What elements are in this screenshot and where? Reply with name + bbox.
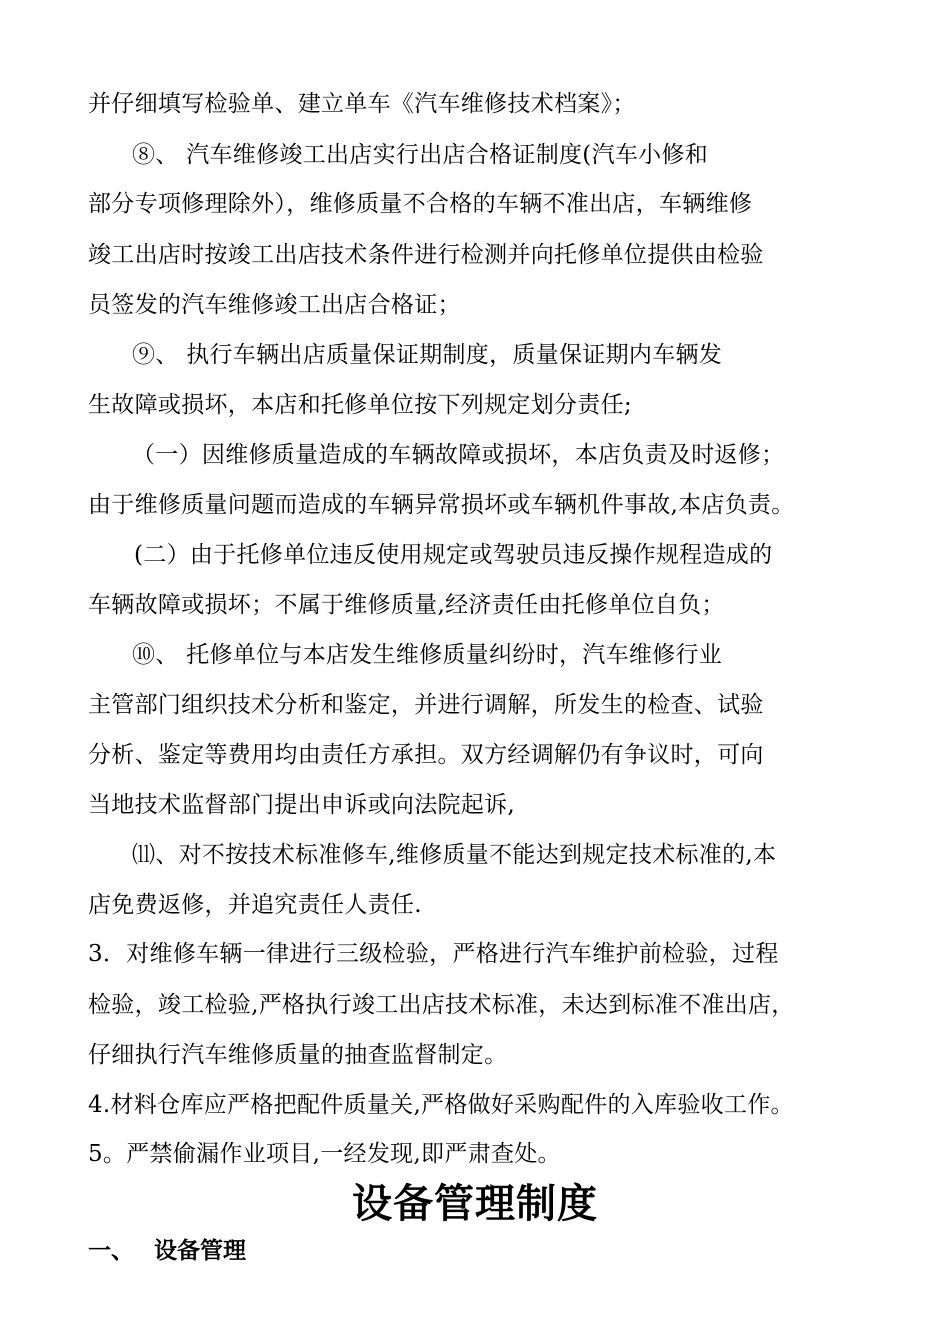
paragraph-line: 5。严禁偷漏作业项目,一经发现,即严肃查处。: [88, 1141, 561, 1167]
paragraph-line: 主管部门组织技术分析和鉴定，并进行调解，所发生的检查、试验: [88, 692, 764, 718]
section-title: 设备管理制度: [352, 1180, 598, 1227]
paragraph-line: 并仔细填写检验单、建立单车《汽车维修技术档案》；: [88, 91, 636, 117]
paragraph-line: 生故障或损坏，本店和托修单位按下列规定划分责任;: [88, 392, 632, 418]
paragraph-line: ⑩、 托修单位与本店发生维修质量纠纷时，汽车维修行业: [132, 642, 723, 668]
paragraph-line: 员签发的汽车维修竣工出店合格证；: [88, 292, 461, 318]
paragraph-line: (二）由于托修单位违反使用规定或驾驶员违反操作规程造成的: [134, 542, 773, 568]
paragraph-line: 4.材料仓库应严格把配件质量关,严格做好采购配件的入库验收工作。: [88, 1092, 794, 1118]
paragraph-line: 3．对维修车辆一律进行三级检验，严格进行汽车维护前检验，过程: [88, 941, 779, 967]
paragraph-line: ⑾、对不按技术标准修车,维修质量不能达到规定技术标准的,本: [132, 842, 777, 868]
paragraph-line: 部分专项修理除外），维修质量不合格的车辆不准出店，车辆维修: [88, 191, 753, 217]
paragraph-line: 竣工出店时按竣工出店技术条件进行检测并向托修单位提供由检验: [88, 242, 764, 268]
paragraph-line: （一）因维修质量造成的车辆故障或损坏，本店负责及时返修；: [132, 442, 785, 468]
paragraph-line: 检验，竣工检验,严格执行竣工出店技术标准，未达到标准不准出店，: [88, 992, 795, 1018]
paragraph-line: 店免费返修，并追究责任人责任.: [88, 892, 422, 918]
subsection-number: 一、: [88, 1237, 134, 1264]
paragraph-line: 车辆故障或损坏；不属于维修质量,经济责任由托修单位自负；: [88, 592, 725, 618]
subsection-heading: [88, 1236, 246, 1266]
paragraph-line: 当地技术监督部门提出申诉或向法院起诉,: [88, 792, 516, 818]
paragraph-line: 仔细执行汽车维修质量的抽查监督制定。: [88, 1042, 508, 1068]
paragraph-line: ⑨、 执行车辆出店质量保证期制度，质量保证期内车辆发: [132, 342, 723, 368]
paragraph-line: 由于维修质量问题而造成的车辆异常损坏或车辆机件事故,本店负责。: [88, 492, 795, 518]
paragraph-line: 分析、鉴定等费用均由责任方承担。双方经调解仍有争议时，可向: [88, 742, 764, 768]
subsection-label: 设备管理: [154, 1237, 246, 1264]
paragraph-line: ⑧、 汽车维修竣工出店实行出店合格证制度(汽车小修和: [132, 142, 709, 168]
